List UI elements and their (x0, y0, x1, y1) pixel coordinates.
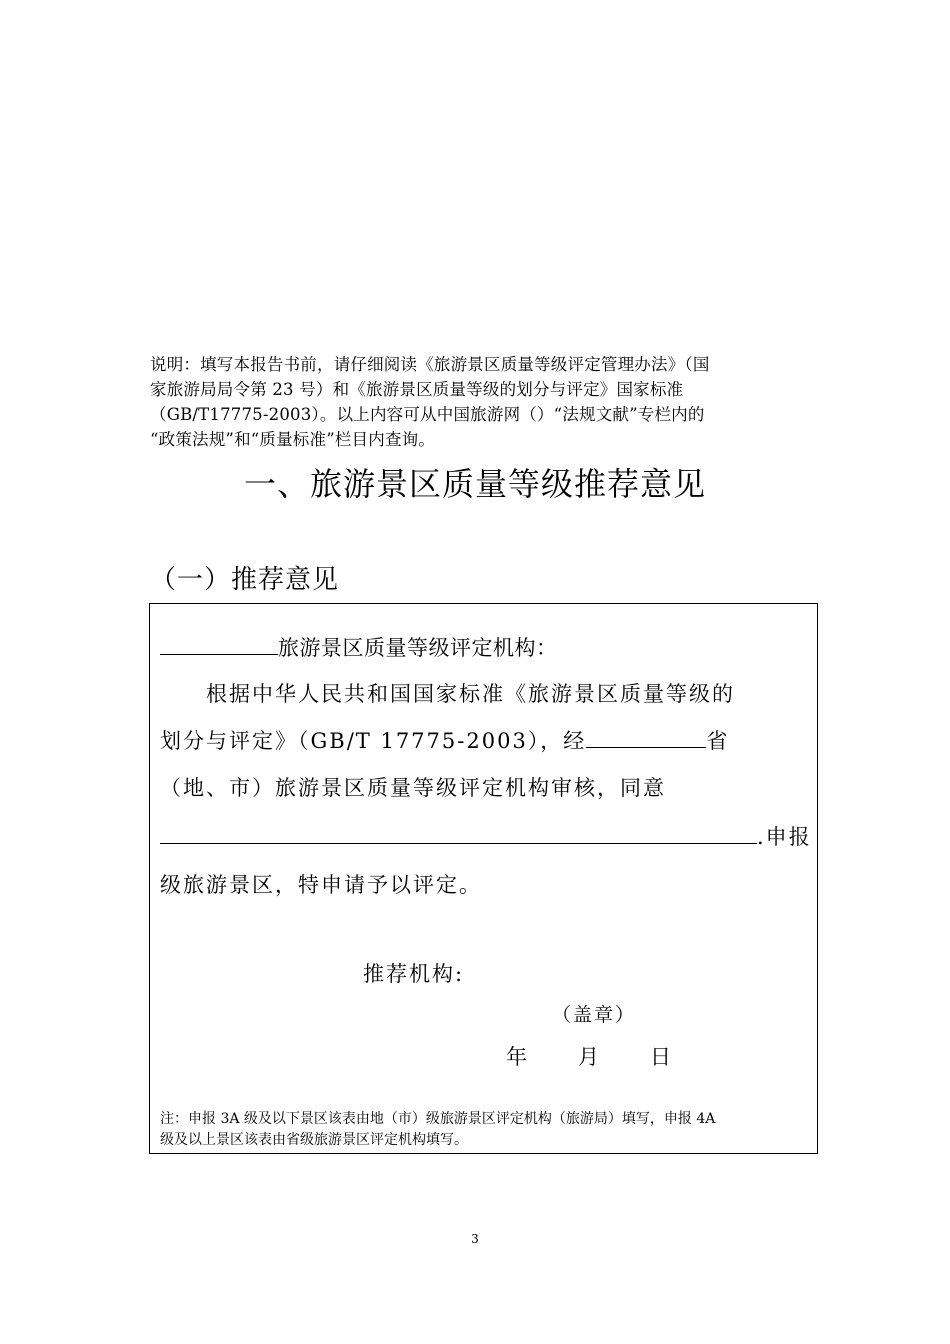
form-footnote (160, 1109, 809, 1151)
form-line-3 (160, 725, 809, 756)
form-line-2: 根据中华人民共和国国家标准《旅游景区质量等级的 (206, 682, 735, 706)
form-line-4: （地、市）旅游景区质量等级评定机构审核，同意 (160, 776, 666, 800)
addressee-label: 旅游景区质量等级评定机构： (278, 636, 558, 660)
date-year: 年 (506, 1045, 529, 1069)
page-number: 3 (471, 1232, 479, 1246)
date-month: 月 (578, 1045, 601, 1069)
section-heading: （一）推荐意见 (150, 565, 340, 595)
form-line-6: 级旅游景区，特申请予以评定。 (160, 873, 482, 897)
footnote-line-2: 级及以上景区该表由省级旅游景区评定机构填写。 (160, 1132, 468, 1148)
instructions-note (150, 352, 820, 452)
blank-agency-name[interactable] (160, 632, 278, 655)
blank-province[interactable] (586, 725, 706, 748)
date-day: 日 (650, 1045, 673, 1069)
note-line-2: 家旅游局局令第 23 号）和《旅游景区质量等级的划分与评定》国家标准 (150, 380, 684, 399)
province-suffix: 省 (706, 729, 730, 753)
blank-scenic-area-name[interactable] (160, 821, 757, 844)
note-line-1: 说明：填写本报告书前，请仔细阅读《旅游景区质量等级评定管理办法》（国 (150, 355, 710, 374)
signature-org-label: 推荐机构: (363, 962, 465, 986)
date-line (506, 1042, 809, 1072)
seal-label: （盖章） (552, 1004, 637, 1026)
apply-label: .申报 (757, 825, 812, 849)
recommendation-form-box (149, 603, 818, 1154)
note-line-4: “政策法规”和“质量标准”栏目内查询。 (150, 430, 436, 449)
form-line-5 (160, 821, 812, 852)
note-line-3: （GB/T17775-2003）。以上内容可从中国旅游网（）“法规文献”专栏内的 (150, 405, 705, 424)
footnote-line-1: 注：申报 3A 级及以下景区该表由地（市）级旅游景区评定机构（旅游局）填写，申报 4A (160, 1111, 716, 1127)
page-title: 一、旅游景区质量等级推荐意见 (243, 465, 706, 503)
form-line-3-text: 划分与评定》（GB/T 17775-2003），经 (160, 729, 587, 753)
form-line-addressee (160, 632, 809, 663)
